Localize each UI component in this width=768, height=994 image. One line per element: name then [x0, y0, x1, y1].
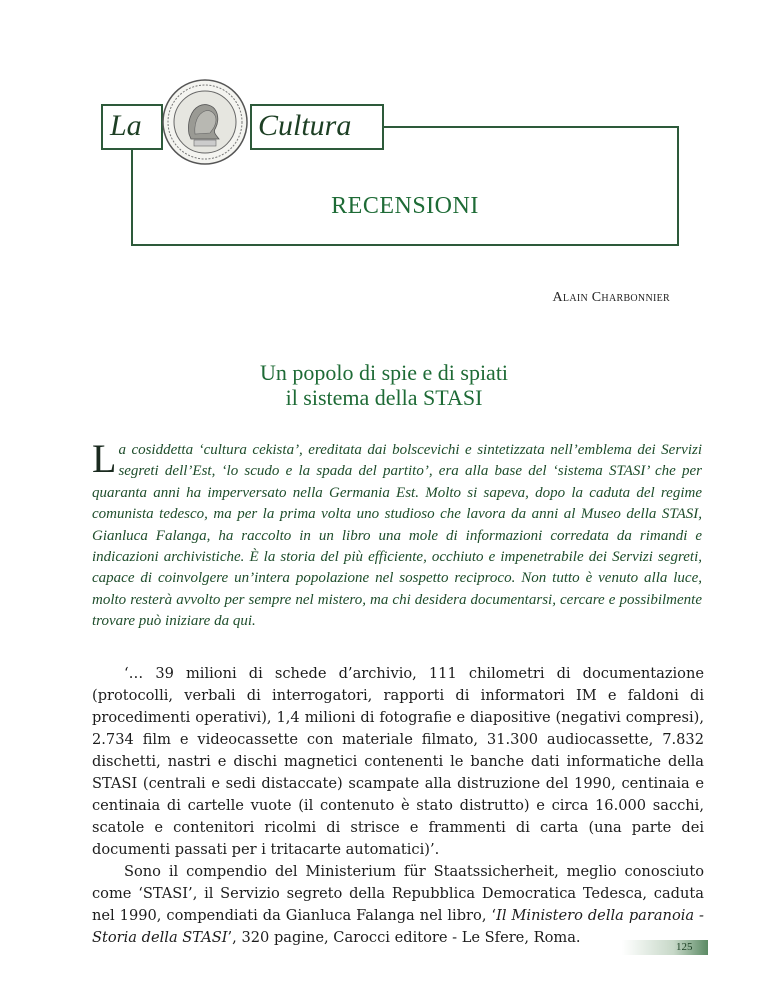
book-title: Il Ministero della paranoia - Storia della STASI	[92, 907, 704, 946]
article-author: Alain Charbonnier	[552, 290, 670, 305]
page-number: 125	[676, 941, 693, 953]
body-paragraph-2	[92, 861, 704, 949]
article-abstract	[92, 436, 702, 633]
medallion-seal-icon	[161, 78, 249, 166]
body-paragraph-1: ‘… 39 milioni di schede d’archivio, 111 chilometri di documentazione (protocolli, verbali di interrogatori, rapporti di informatori IM e faldoni di procedimenti operativi), 1,4 milioni di fotografie e diapositive (negativi compresi), 2.734 film e videocassette con materiale filmato, 31.300 audiocassette, 7.832 dischetti, nastri e dischi magnetici contenenti le banche dati informatiche della STASI (centrali e sedi distaccate) scampate alla distruzione del 1990, centinaia e centinaia di cartelle vuote (il contenuto è stato distrutto) e circa 16.000 sacchi, scatole e contenitori ricolmi di strisce e frammenti di carta (una parte dei documenti passati per i tritacarte automatici)’.	[92, 665, 704, 858]
page-number-bar	[622, 940, 708, 955]
section-title: RECENSIONI	[331, 193, 479, 219]
paragraph-2-text-start: Sono il compendio del Ministerium für Staatssicherheit, meglio conosciuto come ‘STASI’, il Servizio segreto della Repubblica Democratica Tedesca, caduta nel 1990, compendiati da Gianluca Falanga nel libro, ‘	[92, 863, 704, 924]
article-title-line-1: Un popolo di spie e di spiati	[259, 360, 509, 385]
article-body	[92, 663, 704, 949]
abstract-text: a cosiddetta ‘cultura cekista’, ereditata dai bolscevichi e sintetizzata nell’emblema dei Servizi segreti dell’Est, ‘lo scudo e la spada del partito’, era alla base del ‘sistema STASI’ che per quaranta anni ha imperversato nella Germania Est. Molto si sapeva, dopo la caduta del regime comunista tedesco, ma per la prima volta uno studioso che lavora da anni al Museo della STASI, Gianluca Falanga, ha raccolto in un libro una mole di informazioni corredata da rimandi e indicazioni archivistiche. È la storia del più efficiente, occhiuto e impenetrabile dei Servizi segreti, capace di coinvolgere un’intera popolazione nel sospetto reciproco. Non tutto è venuto alla luce, molto resterà avvolto per sempre nel mistero, ma chi desidera documentarsi, cercare e possibilmente trovare può iniziare da qui.	[92, 442, 702, 630]
header-word-right: Cultura	[258, 109, 352, 142]
article-title	[0, 360, 768, 410]
header-frame-top-line	[380, 126, 677, 128]
header-word-left: La	[110, 109, 142, 142]
paragraph-2-text-end: ’, 320 pagine, Carocci editore - Le Sfere, Roma.	[227, 929, 581, 946]
article-title-line-2: il sistema della STASI	[285, 385, 483, 410]
drop-cap: L	[92, 436, 117, 481]
